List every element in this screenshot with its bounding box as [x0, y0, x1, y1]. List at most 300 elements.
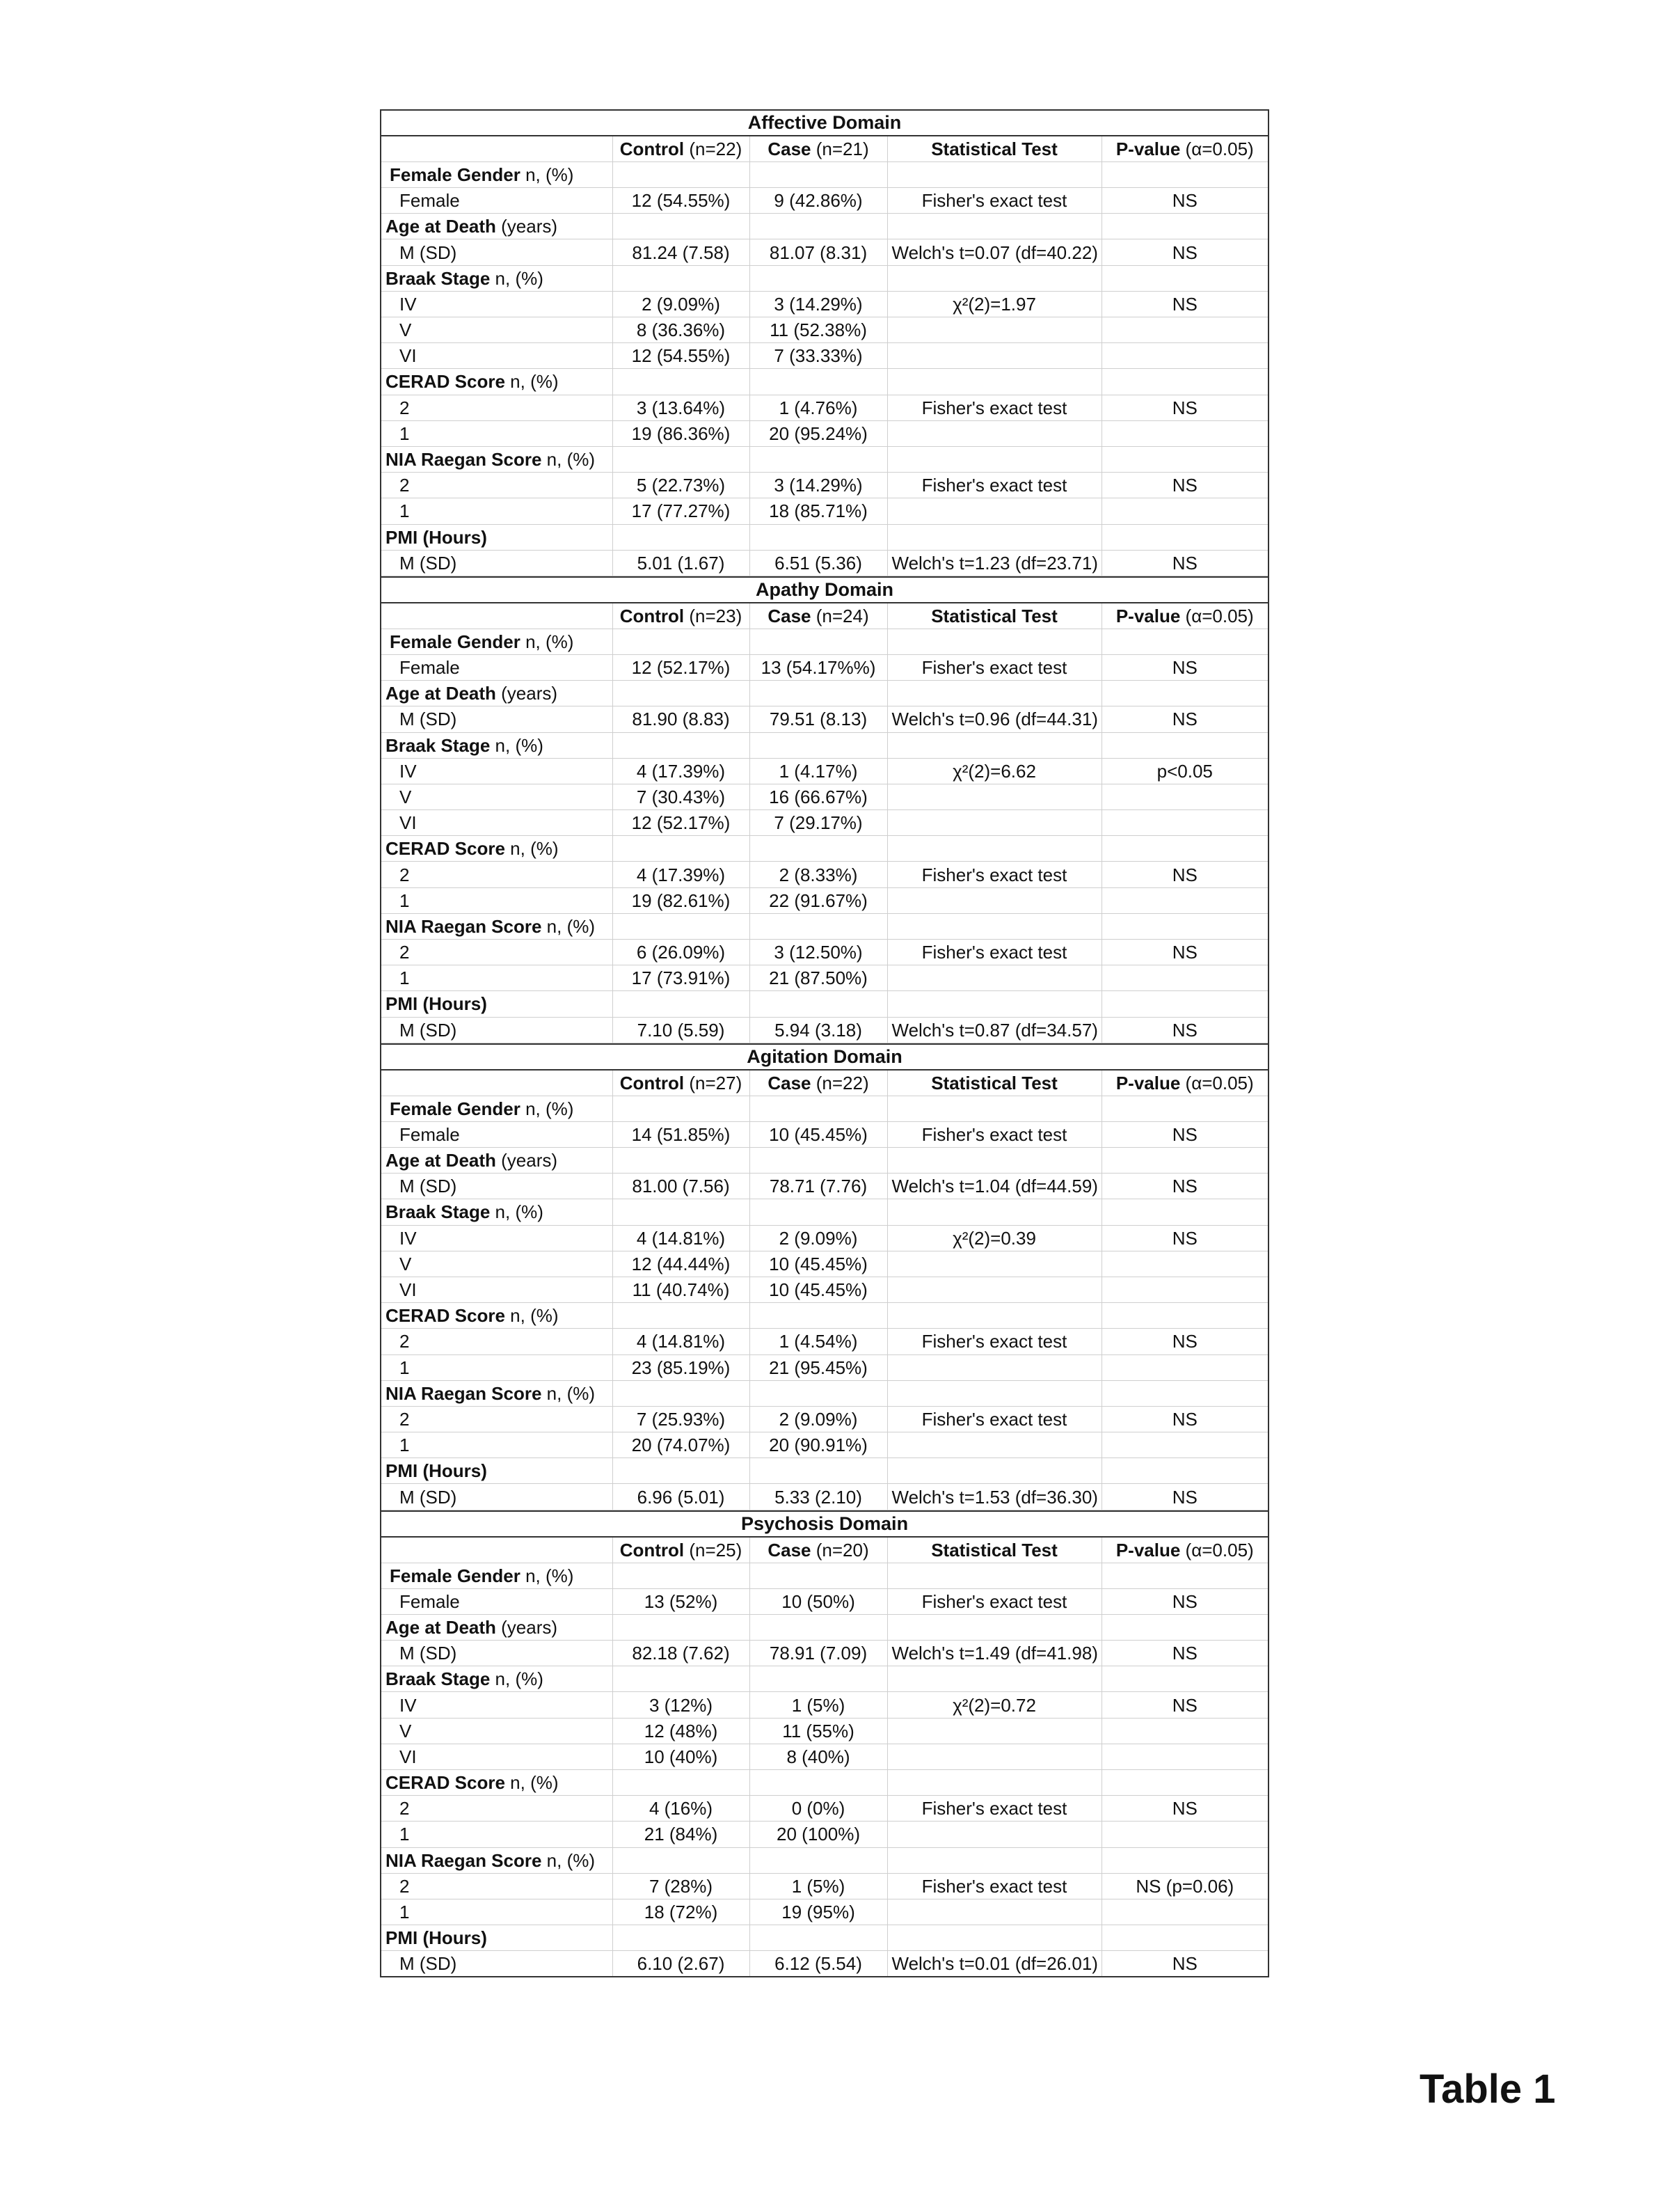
row-label: VI	[381, 810, 612, 836]
header-test	[887, 1070, 1102, 1096]
empty-cell	[749, 1925, 887, 1951]
case-value: 2 (9.09%)	[749, 1225, 887, 1251]
empty-cell	[887, 1847, 1102, 1873]
case-value: 21 (87.50%)	[749, 965, 887, 991]
control-value: 81.24 (7.58)	[612, 239, 749, 265]
empty-cell	[887, 1666, 1102, 1692]
domain-title-row	[381, 110, 1269, 136]
header-control-n: (n=27)	[684, 1072, 742, 1093]
row-label: IV	[381, 758, 612, 784]
table-row	[381, 1329, 1269, 1354]
table-row	[381, 1951, 1269, 1977]
empty-cell	[612, 1925, 749, 1951]
category-label	[381, 681, 612, 706]
category-label	[381, 1666, 612, 1692]
category-label	[381, 1770, 612, 1796]
control-value: 18 (72%)	[612, 1899, 749, 1925]
empty-cell	[1102, 214, 1269, 239]
category-row	[381, 836, 1269, 862]
table-row	[381, 1251, 1269, 1277]
category-name: NIA Raegan Score	[385, 449, 542, 471]
table-row	[381, 862, 1269, 887]
empty-cell	[612, 732, 749, 758]
statistical-test	[887, 1354, 1102, 1380]
p-value	[1102, 1432, 1269, 1458]
category-unit: n, (%)	[504, 1305, 559, 1327]
domain-title-row	[381, 1511, 1269, 1537]
empty-cell	[749, 913, 887, 939]
p-value: NS	[1102, 1951, 1269, 1977]
empty-cell	[887, 1148, 1102, 1174]
statistical-test	[887, 887, 1102, 913]
empty-cell	[1102, 161, 1269, 187]
control-value: 19 (82.61%)	[612, 887, 749, 913]
category-name: CERAD Score	[385, 1772, 505, 1794]
control-value: 23 (85.19%)	[612, 1354, 749, 1380]
control-value: 12 (52.17%)	[612, 810, 749, 836]
header-control-n: (n=23)	[684, 605, 742, 626]
p-value: NS	[1102, 550, 1269, 576]
category-name: PMI (Hours)	[385, 993, 487, 1015]
empty-cell	[612, 1563, 749, 1588]
table-row	[381, 239, 1269, 265]
table-row	[381, 706, 1269, 732]
control-value: 4 (16%)	[612, 1796, 749, 1822]
empty-cell	[749, 161, 887, 187]
category-row	[381, 369, 1269, 395]
table-row	[381, 1744, 1269, 1769]
header-pvalue-alpha: (α=0.05)	[1180, 605, 1254, 626]
p-value	[1102, 1354, 1269, 1380]
category-name: Age at Death	[385, 1150, 496, 1171]
row-label: VI	[381, 1277, 612, 1302]
category-unit: n, (%)	[490, 734, 543, 756]
control-value: 12 (44.44%)	[612, 1251, 749, 1277]
empty-cell	[749, 681, 887, 706]
empty-cell	[1102, 1666, 1269, 1692]
case-value: 10 (45.45%)	[749, 1251, 887, 1277]
table-row	[381, 1692, 1269, 1718]
category-unit: (years)	[495, 216, 558, 237]
statistical-test	[887, 343, 1102, 369]
case-value: 3 (14.29%)	[749, 473, 887, 498]
statistical-test: χ²(2)=0.39	[887, 1225, 1102, 1251]
header-test-label: Statistical Test	[931, 1539, 1058, 1561]
category-label	[381, 1563, 612, 1588]
header-case	[749, 136, 887, 161]
control-value: 4 (17.39%)	[612, 862, 749, 887]
empty-cell	[887, 1614, 1102, 1640]
case-value: 22 (91.67%)	[749, 887, 887, 913]
case-value: 6.51 (5.36)	[749, 550, 887, 576]
empty-cell	[887, 1925, 1102, 1951]
header-control-label: Control	[619, 139, 685, 160]
case-value: 10 (45.45%)	[749, 1121, 887, 1147]
header-test	[887, 136, 1102, 161]
case-value: 9 (42.86%)	[749, 188, 887, 214]
statistical-test: Welch's t=0.96 (df=44.31)	[887, 706, 1102, 732]
control-value: 82.18 (7.62)	[612, 1641, 749, 1666]
column-header-row	[381, 1070, 1269, 1096]
header-pvalue-label: P-value	[1115, 605, 1181, 626]
p-value: NS	[1102, 706, 1269, 732]
category-unit: n, (%)	[520, 1098, 574, 1119]
statistical-test	[887, 965, 1102, 991]
case-value: 1 (4.17%)	[749, 758, 887, 784]
statistical-test: χ²(2)=1.97	[887, 291, 1102, 317]
table-row	[381, 1641, 1269, 1666]
p-value	[1102, 317, 1269, 343]
statistical-test: Fisher's exact test	[887, 654, 1102, 680]
category-label	[381, 1614, 612, 1640]
p-value: NS	[1102, 188, 1269, 214]
p-value: NS	[1102, 395, 1269, 420]
row-label: 2	[381, 1329, 612, 1354]
table-row	[381, 473, 1269, 498]
statistical-test: χ²(2)=6.62	[887, 758, 1102, 784]
domain-table	[380, 1510, 1269, 1977]
row-label: 2	[381, 940, 612, 965]
p-value	[1102, 965, 1269, 991]
case-value: 20 (90.91%)	[749, 1432, 887, 1458]
control-value: 6.10 (2.67)	[612, 1951, 749, 1977]
empty-cell	[1102, 1770, 1269, 1796]
header-blank	[381, 603, 612, 629]
row-label: 2	[381, 1406, 612, 1432]
row-label: M (SD)	[381, 1174, 612, 1199]
empty-cell	[612, 836, 749, 862]
category-label	[381, 836, 612, 862]
row-label: VI	[381, 343, 612, 369]
header-test-label: Statistical Test	[931, 605, 1058, 626]
category-name: NIA Raegan Score	[385, 1849, 542, 1871]
control-value: 5.01 (1.67)	[612, 550, 749, 576]
category-row	[381, 1199, 1269, 1225]
category-row	[381, 1847, 1269, 1873]
case-value: 19 (95%)	[749, 1899, 887, 1925]
table-row	[381, 758, 1269, 784]
category-label	[381, 524, 612, 550]
statistical-test: Fisher's exact test	[887, 1406, 1102, 1432]
empty-cell	[612, 161, 749, 187]
header-case-n: (n=21)	[811, 139, 869, 160]
row-label: VI	[381, 1744, 612, 1769]
control-value: 17 (77.27%)	[612, 498, 749, 524]
case-value: 1 (5%)	[749, 1873, 887, 1899]
empty-cell	[1102, 1614, 1269, 1640]
row-label: 1	[381, 965, 612, 991]
case-value: 10 (50%)	[749, 1588, 887, 1614]
empty-cell	[749, 369, 887, 395]
table-row	[381, 940, 1269, 965]
category-row	[381, 991, 1269, 1017]
header-pvalue-label: P-value	[1115, 1072, 1181, 1093]
category-row	[381, 1666, 1269, 1692]
row-label: M (SD)	[381, 1017, 612, 1043]
row-label: Female	[381, 188, 612, 214]
row-label: 2	[381, 862, 612, 887]
domain-title: Agitation Domain	[381, 1044, 1269, 1070]
category-label	[381, 1458, 612, 1484]
category-name: Age at Death	[385, 216, 496, 237]
control-value: 7 (28%)	[612, 1873, 749, 1899]
empty-cell	[749, 446, 887, 472]
p-value: NS	[1102, 1225, 1269, 1251]
category-name: Braak Stage	[385, 734, 491, 756]
domain-table	[380, 1043, 1269, 1510]
header-pvalue-alpha: (α=0.05)	[1180, 1539, 1254, 1561]
row-label: IV	[381, 291, 612, 317]
empty-cell	[749, 524, 887, 550]
category-unit: n, (%)	[520, 164, 574, 185]
control-value: 10 (40%)	[612, 1744, 749, 1769]
category-unit: n, (%)	[520, 631, 574, 652]
control-value: 14 (51.85%)	[612, 1121, 749, 1147]
empty-cell	[749, 732, 887, 758]
case-value: 5.33 (2.10)	[749, 1484, 887, 1510]
row-label: IV	[381, 1692, 612, 1718]
empty-cell	[749, 265, 887, 291]
empty-cell	[887, 1563, 1102, 1588]
case-value: 1 (4.54%)	[749, 1329, 887, 1354]
table-row	[381, 1822, 1269, 1847]
category-label	[381, 1847, 612, 1873]
empty-cell	[887, 629, 1102, 654]
category-label	[381, 991, 612, 1017]
category-row	[381, 681, 1269, 706]
category-label	[381, 214, 612, 239]
header-blank	[381, 136, 612, 161]
category-row	[381, 524, 1269, 550]
category-unit: n, (%)	[490, 267, 543, 289]
statistical-test: Welch's t=1.49 (df=41.98)	[887, 1641, 1102, 1666]
category-name: Age at Death	[385, 1616, 496, 1638]
p-value	[1102, 1251, 1269, 1277]
table-row	[381, 1873, 1269, 1899]
category-unit: n, (%)	[490, 1668, 543, 1690]
control-value: 6 (26.09%)	[612, 940, 749, 965]
case-value: 1 (5%)	[749, 1692, 887, 1718]
empty-cell	[612, 1666, 749, 1692]
category-label	[381, 265, 612, 291]
statistical-test: Fisher's exact test	[887, 395, 1102, 420]
table-row	[381, 317, 1269, 343]
p-value: NS	[1102, 862, 1269, 887]
case-value: 78.71 (7.76)	[749, 1174, 887, 1199]
p-value	[1102, 810, 1269, 836]
case-value: 20 (100%)	[749, 1822, 887, 1847]
empty-cell	[612, 1770, 749, 1796]
category-row	[381, 265, 1269, 291]
category-label	[381, 913, 612, 939]
p-value	[1102, 1277, 1269, 1302]
header-pvalue-alpha: (α=0.05)	[1180, 1072, 1254, 1093]
category-row	[381, 1925, 1269, 1951]
row-label: 1	[381, 1354, 612, 1380]
table-row	[381, 1588, 1269, 1614]
empty-cell	[612, 1458, 749, 1484]
domain-title: Psychosis Domain	[381, 1511, 1269, 1537]
case-value: 6.12 (5.54)	[749, 1951, 887, 1977]
empty-cell	[1102, 265, 1269, 291]
row-label: 1	[381, 887, 612, 913]
statistical-test: Welch's t=1.23 (df=23.71)	[887, 550, 1102, 576]
row-label: Female	[381, 1588, 612, 1614]
category-label	[381, 732, 612, 758]
empty-cell	[612, 1199, 749, 1225]
category-row	[381, 1563, 1269, 1588]
empty-cell	[749, 1458, 887, 1484]
empty-cell	[887, 991, 1102, 1017]
empty-cell	[887, 1380, 1102, 1406]
statistical-test	[887, 420, 1102, 446]
empty-cell	[612, 446, 749, 472]
header-test	[887, 603, 1102, 629]
header-case-label: Case	[768, 605, 811, 626]
control-value: 12 (54.55%)	[612, 343, 749, 369]
p-value: NS	[1102, 1329, 1269, 1354]
case-value: 5.94 (3.18)	[749, 1017, 887, 1043]
empty-cell	[612, 913, 749, 939]
category-row	[381, 1770, 1269, 1796]
empty-cell	[749, 1666, 887, 1692]
header-control	[612, 1070, 749, 1096]
control-value: 4 (14.81%)	[612, 1329, 749, 1354]
statistical-test	[887, 1251, 1102, 1277]
table-row	[381, 810, 1269, 836]
control-value: 12 (48%)	[612, 1718, 749, 1744]
empty-cell	[749, 1096, 887, 1121]
category-unit: n, (%)	[504, 1772, 559, 1794]
header-case	[749, 603, 887, 629]
statistical-test: Fisher's exact test	[887, 862, 1102, 887]
control-value: 7 (30.43%)	[612, 784, 749, 809]
empty-cell	[887, 1770, 1102, 1796]
p-value	[1102, 1899, 1269, 1925]
column-header-row	[381, 136, 1269, 161]
category-unit: n, (%)	[490, 1201, 543, 1223]
case-value: 18 (85.71%)	[749, 498, 887, 524]
control-value: 3 (13.64%)	[612, 395, 749, 420]
header-control	[612, 136, 749, 161]
control-value: 81.00 (7.56)	[612, 1174, 749, 1199]
category-unit: n, (%)	[541, 915, 596, 937]
category-name: NIA Raegan Score	[385, 1382, 542, 1404]
p-value: NS	[1102, 1406, 1269, 1432]
control-value: 20 (74.07%)	[612, 1432, 749, 1458]
category-unit: n, (%)	[541, 449, 596, 471]
empty-cell	[612, 214, 749, 239]
category-row	[381, 1148, 1269, 1174]
category-name: NIA Raegan Score	[385, 915, 542, 937]
table-row	[381, 1899, 1269, 1925]
case-value: 78.91 (7.09)	[749, 1641, 887, 1666]
category-name: PMI (Hours)	[385, 1927, 487, 1949]
empty-cell	[749, 629, 887, 654]
control-value: 3 (12%)	[612, 1692, 749, 1718]
control-value: 11 (40.74%)	[612, 1277, 749, 1302]
header-case	[749, 1537, 887, 1563]
row-label: IV	[381, 1225, 612, 1251]
header-control-label: Control	[619, 1072, 685, 1093]
row-label: V	[381, 1251, 612, 1277]
category-name: CERAD Score	[385, 838, 505, 860]
p-value: NS	[1102, 291, 1269, 317]
statistical-test: Welch's t=0.01 (df=26.01)	[887, 1951, 1102, 1977]
category-row	[381, 1096, 1269, 1121]
statistical-test: Welch's t=1.04 (df=44.59)	[887, 1174, 1102, 1199]
empty-cell	[887, 1096, 1102, 1121]
empty-cell	[1102, 369, 1269, 395]
row-label: 2	[381, 395, 612, 420]
empty-cell	[1102, 1199, 1269, 1225]
statistical-test	[887, 1277, 1102, 1302]
case-value: 81.07 (8.31)	[749, 239, 887, 265]
row-label: V	[381, 1718, 612, 1744]
table-row	[381, 420, 1269, 446]
p-value: NS	[1102, 940, 1269, 965]
control-value: 13 (52%)	[612, 1588, 749, 1614]
case-value: 1 (4.76%)	[749, 395, 887, 420]
empty-cell	[1102, 991, 1269, 1017]
header-case-n: (n=24)	[811, 605, 869, 626]
category-name: Female Gender	[390, 164, 520, 185]
header-case-n: (n=20)	[811, 1539, 869, 1561]
empty-cell	[887, 214, 1102, 239]
header-case	[749, 1070, 887, 1096]
empty-cell	[612, 681, 749, 706]
category-unit: (years)	[495, 1616, 558, 1638]
demographics-table	[380, 109, 1268, 1977]
case-value: 11 (55%)	[749, 1718, 887, 1744]
statistical-test: Fisher's exact test	[887, 1121, 1102, 1147]
category-unit: (years)	[495, 683, 558, 704]
case-value: 3 (14.29%)	[749, 291, 887, 317]
empty-cell	[887, 1303, 1102, 1329]
header-pvalue-alpha: (α=0.05)	[1180, 139, 1254, 160]
empty-cell	[1102, 836, 1269, 862]
empty-cell	[612, 265, 749, 291]
p-value: NS	[1102, 473, 1269, 498]
statistical-test	[887, 498, 1102, 524]
case-value: 7 (29.17%)	[749, 810, 887, 836]
p-value	[1102, 1744, 1269, 1769]
empty-cell	[612, 629, 749, 654]
case-value: 7 (33.33%)	[749, 343, 887, 369]
control-value: 6.96 (5.01)	[612, 1484, 749, 1510]
row-label: 1	[381, 1899, 612, 1925]
domain-table	[380, 576, 1269, 1043]
category-unit: n, (%)	[541, 1849, 596, 1871]
control-value: 7 (25.93%)	[612, 1406, 749, 1432]
empty-cell	[1102, 1303, 1269, 1329]
category-label	[381, 1148, 612, 1174]
header-case-label: Case	[768, 1072, 811, 1093]
empty-cell	[749, 991, 887, 1017]
header-pvalue	[1102, 1070, 1269, 1096]
column-header-row	[381, 1537, 1269, 1563]
category-unit: n, (%)	[541, 1382, 596, 1404]
row-label: 1	[381, 1432, 612, 1458]
category-name: Braak Stage	[385, 1201, 491, 1223]
table-row	[381, 188, 1269, 214]
statistical-test	[887, 810, 1102, 836]
row-label: 1	[381, 420, 612, 446]
p-value: NS	[1102, 1692, 1269, 1718]
category-row	[381, 913, 1269, 939]
control-value: 81.90 (8.83)	[612, 706, 749, 732]
empty-cell	[887, 732, 1102, 758]
